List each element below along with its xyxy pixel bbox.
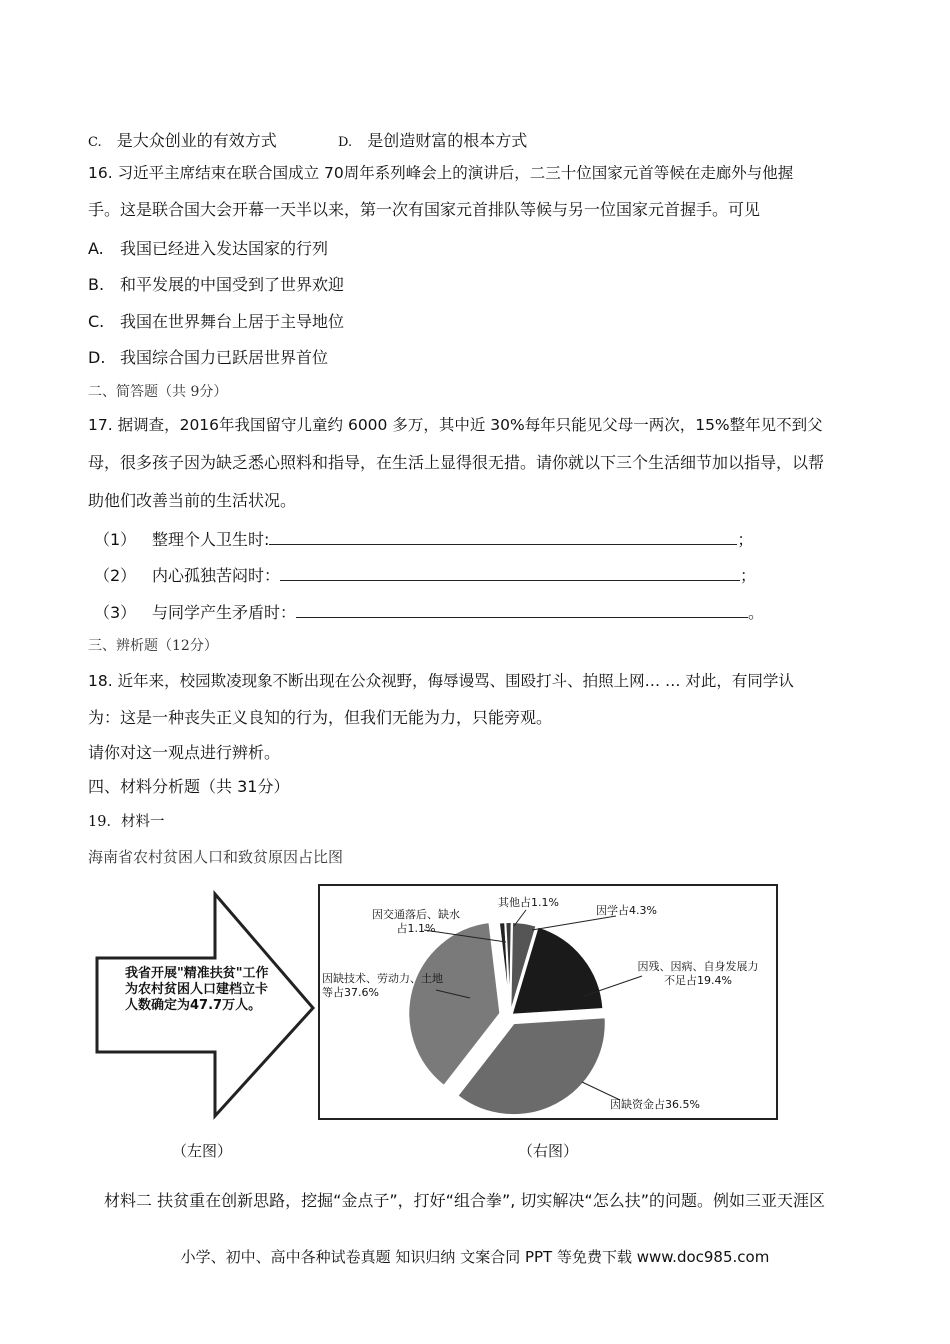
option-label: B. [88, 275, 105, 294]
q17-item-3 [94, 600, 764, 623]
item-text: 与同学产生矛盾时： [152, 603, 297, 622]
pie-leader-line [532, 916, 616, 930]
answer-blank[interactable] [269, 528, 737, 545]
page-footer: 小学、初中、高中各种试卷真题 知识归纳 文案合同 PPT 等免费下载 www.doc985.com [180, 1248, 770, 1266]
option-text: 我国已经进入发达国家的行列 [120, 239, 329, 258]
item-number: （2） [94, 566, 137, 585]
option-text: 和平发展的中国受到了世界欢迎 [120, 275, 345, 294]
item-end: ； [740, 566, 757, 585]
option-text: 我国在世界舞台上居于主导地位 [120, 312, 345, 331]
right-figure-caption: （右图） [518, 1142, 579, 1160]
item-text: 内心孤独苦闷时： [152, 566, 281, 585]
section-2-title: 二、简答题（共 9分） [88, 384, 228, 400]
answer-blank[interactable] [296, 601, 748, 618]
pie-label-technology: 因缺技术、劳动力、土地等占37.6% [322, 972, 443, 999]
pie-chart-frame [318, 884, 778, 1120]
pie-label-education: 因学占4.3% [596, 904, 657, 917]
option-text: 是创造财富的根本方式 [367, 131, 528, 150]
q17-line-1: 17. 据调查，2016年我国留守儿童约 6000 多万，其中近 30%每年只能见父母一两次，15%整年见不到父 [88, 416, 823, 434]
left-figure-caption: （左图） [172, 1142, 233, 1160]
answer-blank[interactable] [280, 564, 740, 581]
item-number: （3） [94, 603, 137, 622]
material-2-text: 材料二 扶贫重在创新思路，挖掘“金点子”，打好“组合拳”, 切实解决“怎么扶”的问题。例如三亚天涯区 [104, 1191, 825, 1210]
q16-line-2: 手。这是联合国大会开幕一天半以来，第一次有国家元首排队等候与另一位国家元首握手。可见 [88, 200, 761, 219]
q16-option-c [88, 309, 344, 332]
section-4-title: 四、材料分析题（共 31分） [88, 777, 290, 796]
pie-label-transport [370, 908, 462, 936]
pie-label-other: 其他占1.1% [498, 896, 559, 909]
pie-label-funds: 因缺资金占36.5% [610, 1098, 700, 1111]
item-end: 。 [748, 603, 765, 622]
pie-label-transport-text: 因交通落后、缺水占1.1% [372, 908, 460, 935]
option-label: C. [88, 312, 105, 331]
option-label: D. [88, 348, 106, 367]
option-label: A. [88, 239, 104, 258]
q18-line-1: 18. 近年来，校园欺凌现象不断出现在公众视野，侮辱谩骂、围殴打斗、拍照上网… … 对此，有同学认 [88, 672, 794, 690]
option-label: C. [88, 135, 102, 150]
option-text: 我国综合国力已跃居世界首位 [120, 348, 329, 367]
q18-line-2: 为：这是一种丧失正义良知的行为，但我们无能为力，只能旁观。 [88, 708, 553, 727]
q15-option-d [338, 128, 527, 151]
q16-option-b [88, 272, 344, 295]
pie-label-illness: 因残、因病、自身发展力不足占19.4% [637, 960, 759, 987]
q16-option-d [88, 345, 328, 368]
item-text: 整理个人卫生时: [152, 530, 270, 549]
arrow-text: 我省开展"精准扶贫"工作 为农村贫困人口建档立卡 人数确定为47.7万人。 [125, 966, 269, 1013]
q16-line-1: 16. 习近平主席结束在联合国成立 70周年系列峰会上的演讲后，二三十位国家元首等候在走廊外与他握 [88, 164, 794, 182]
q15-option-c [88, 128, 277, 151]
q17-line-2: 母，很多孩子因为缺乏悉心照料和指导，在生活上显得很无措。请你就以下三个生活细节加以指导，以帮 [88, 453, 825, 472]
item-number: （1） [94, 530, 137, 549]
q19-title: 19．材料一 [88, 814, 165, 830]
item-end: ； [737, 530, 754, 549]
q17-line-3: 助他们改善当前的生活状况。 [88, 491, 297, 510]
option-text: 是大众创业的有效方式 [116, 131, 277, 150]
q17-item-1 [94, 527, 753, 550]
q18-line-3: 请你对这一观点进行辨析。 [88, 743, 281, 762]
option-label: D. [338, 135, 353, 150]
chart-caption: 海南省农村贫困人口和致贫原因占比图 [88, 848, 344, 866]
q17-item-2 [94, 563, 756, 586]
q16-option-a [88, 236, 328, 259]
section-3-title: 三、辨析题（12分） [88, 638, 218, 654]
